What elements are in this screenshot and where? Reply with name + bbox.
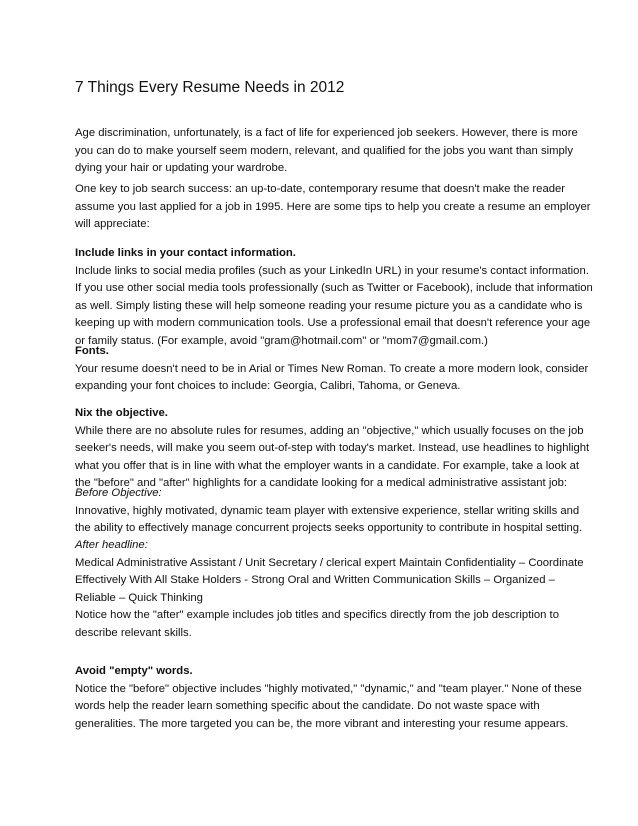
page-title: 7 Things Every Resume Needs in 2012 bbox=[75, 79, 345, 96]
paragraph-line: Your resume doesn't need to be in Arial or Times New Roman. To create a more modern look, consider bbox=[75, 362, 589, 375]
paragraph-line: Notice how the "after" example includes job titles and specifics directly from the job description to bbox=[75, 609, 559, 621]
paragraph-line: While there are no absolute rules for resumes, adding an "objective," which usually focuses on the job bbox=[75, 424, 584, 437]
paragraph-line: One key to job search success: an up-to-date, contemporary resume that doesn't make the reader bbox=[75, 183, 566, 195]
key-paragraph bbox=[75, 181, 591, 234]
paragraph-line: assume you last applied for a job in 1995. Here are some tips to help you create a resume an employer bbox=[75, 200, 591, 213]
paragraph-line: expanding your font choices to include: Georgia, Calibri, Tahoma, or Geneva. bbox=[75, 380, 461, 393]
links-section bbox=[75, 245, 593, 351]
paragraph-line: Notice the "before" objective includes "highly motivated," "dynamic," and "team player." None of these bbox=[75, 682, 582, 695]
paragraph-line: Age discrimination, unfortunately, is a fact of life for experienced job seekers. However, there is more bbox=[75, 127, 578, 139]
paragraph-line: Include links to social media profiles (such as your LinkedIn URL) in your resume's contact information. bbox=[75, 264, 589, 277]
example-label: After headline: bbox=[75, 539, 148, 551]
paragraph-line: you can do to make yourself seem modern, relevant, and qualified for the jobs you want than simply bbox=[75, 144, 573, 157]
section-heading: Avoid "empty" words. bbox=[75, 665, 193, 677]
paragraph-line: Innovative, highly motivated, dynamic team player with extensive experience, stellar writing skills and bbox=[75, 504, 580, 517]
paragraph-line: Medical Administrative Assistant / Unit Secretary / clerical expert Maintain Confidentiality – Coordinate bbox=[75, 556, 584, 569]
notice-paragraph bbox=[75, 607, 565, 642]
empty-words-section bbox=[75, 663, 582, 733]
paragraph-line: as well. Simply listing these will help someone reading your resume picture you as a candidate who is bbox=[75, 299, 583, 312]
paragraph-line: generalities. The more targeted you can be, the more vibrant and interesting your resume appears. bbox=[75, 717, 569, 730]
paragraph-line: dying your hair or updating your wardrobe. bbox=[75, 162, 288, 175]
after-headline bbox=[75, 537, 584, 607]
paragraph-line: will appreciate: bbox=[75, 218, 150, 231]
section-heading: Nix the objective. bbox=[75, 407, 168, 419]
paragraph-line: the "before" and "after" highlights for a candidate looking for a medical administrative assistant job: bbox=[75, 477, 568, 490]
paragraph-line: If you use other social media tools professionally (such as Twitter or Facebook), include that information bbox=[75, 282, 593, 295]
paragraph-line: the ability to effectively manage concurrent projects seeks opportunity to contribute in hospital setting. bbox=[75, 522, 583, 535]
paragraph-line: keeping up with modern communication tools. Use a professional email that doesn't reference your age bbox=[75, 317, 591, 330]
paragraph-line: Effectively With All Stake Holders - Strong Oral and Written Communication Skills – Organized – bbox=[75, 574, 555, 587]
paragraph-line: Reliable – Quick Thinking bbox=[75, 591, 203, 604]
before-objective bbox=[75, 485, 583, 538]
objective-section bbox=[75, 405, 590, 493]
intro-paragraph bbox=[75, 125, 578, 178]
example-label: Before Objective: bbox=[75, 487, 162, 499]
paragraph-line: seeker's needs, will make you seem out-of-step with today's market. Instead, use headlines to highlight bbox=[75, 442, 590, 455]
paragraph-line: describe relevant skills. bbox=[75, 626, 192, 639]
paragraph-line: or family status. (For example, avoid "gram@hotmail.com" or "mom7@gmail.com.) bbox=[75, 334, 488, 347]
fonts-section bbox=[75, 343, 589, 396]
section-heading: Include links in your contact information. bbox=[75, 247, 296, 259]
section-heading: Fonts. bbox=[75, 345, 109, 357]
paragraph-line: words help the reader learn something specific about the candidate. Do not waste space with bbox=[75, 700, 540, 713]
paragraph-line: what you offer that is in line with what the employer wants in a candidate. For example, take a look at bbox=[75, 459, 580, 472]
